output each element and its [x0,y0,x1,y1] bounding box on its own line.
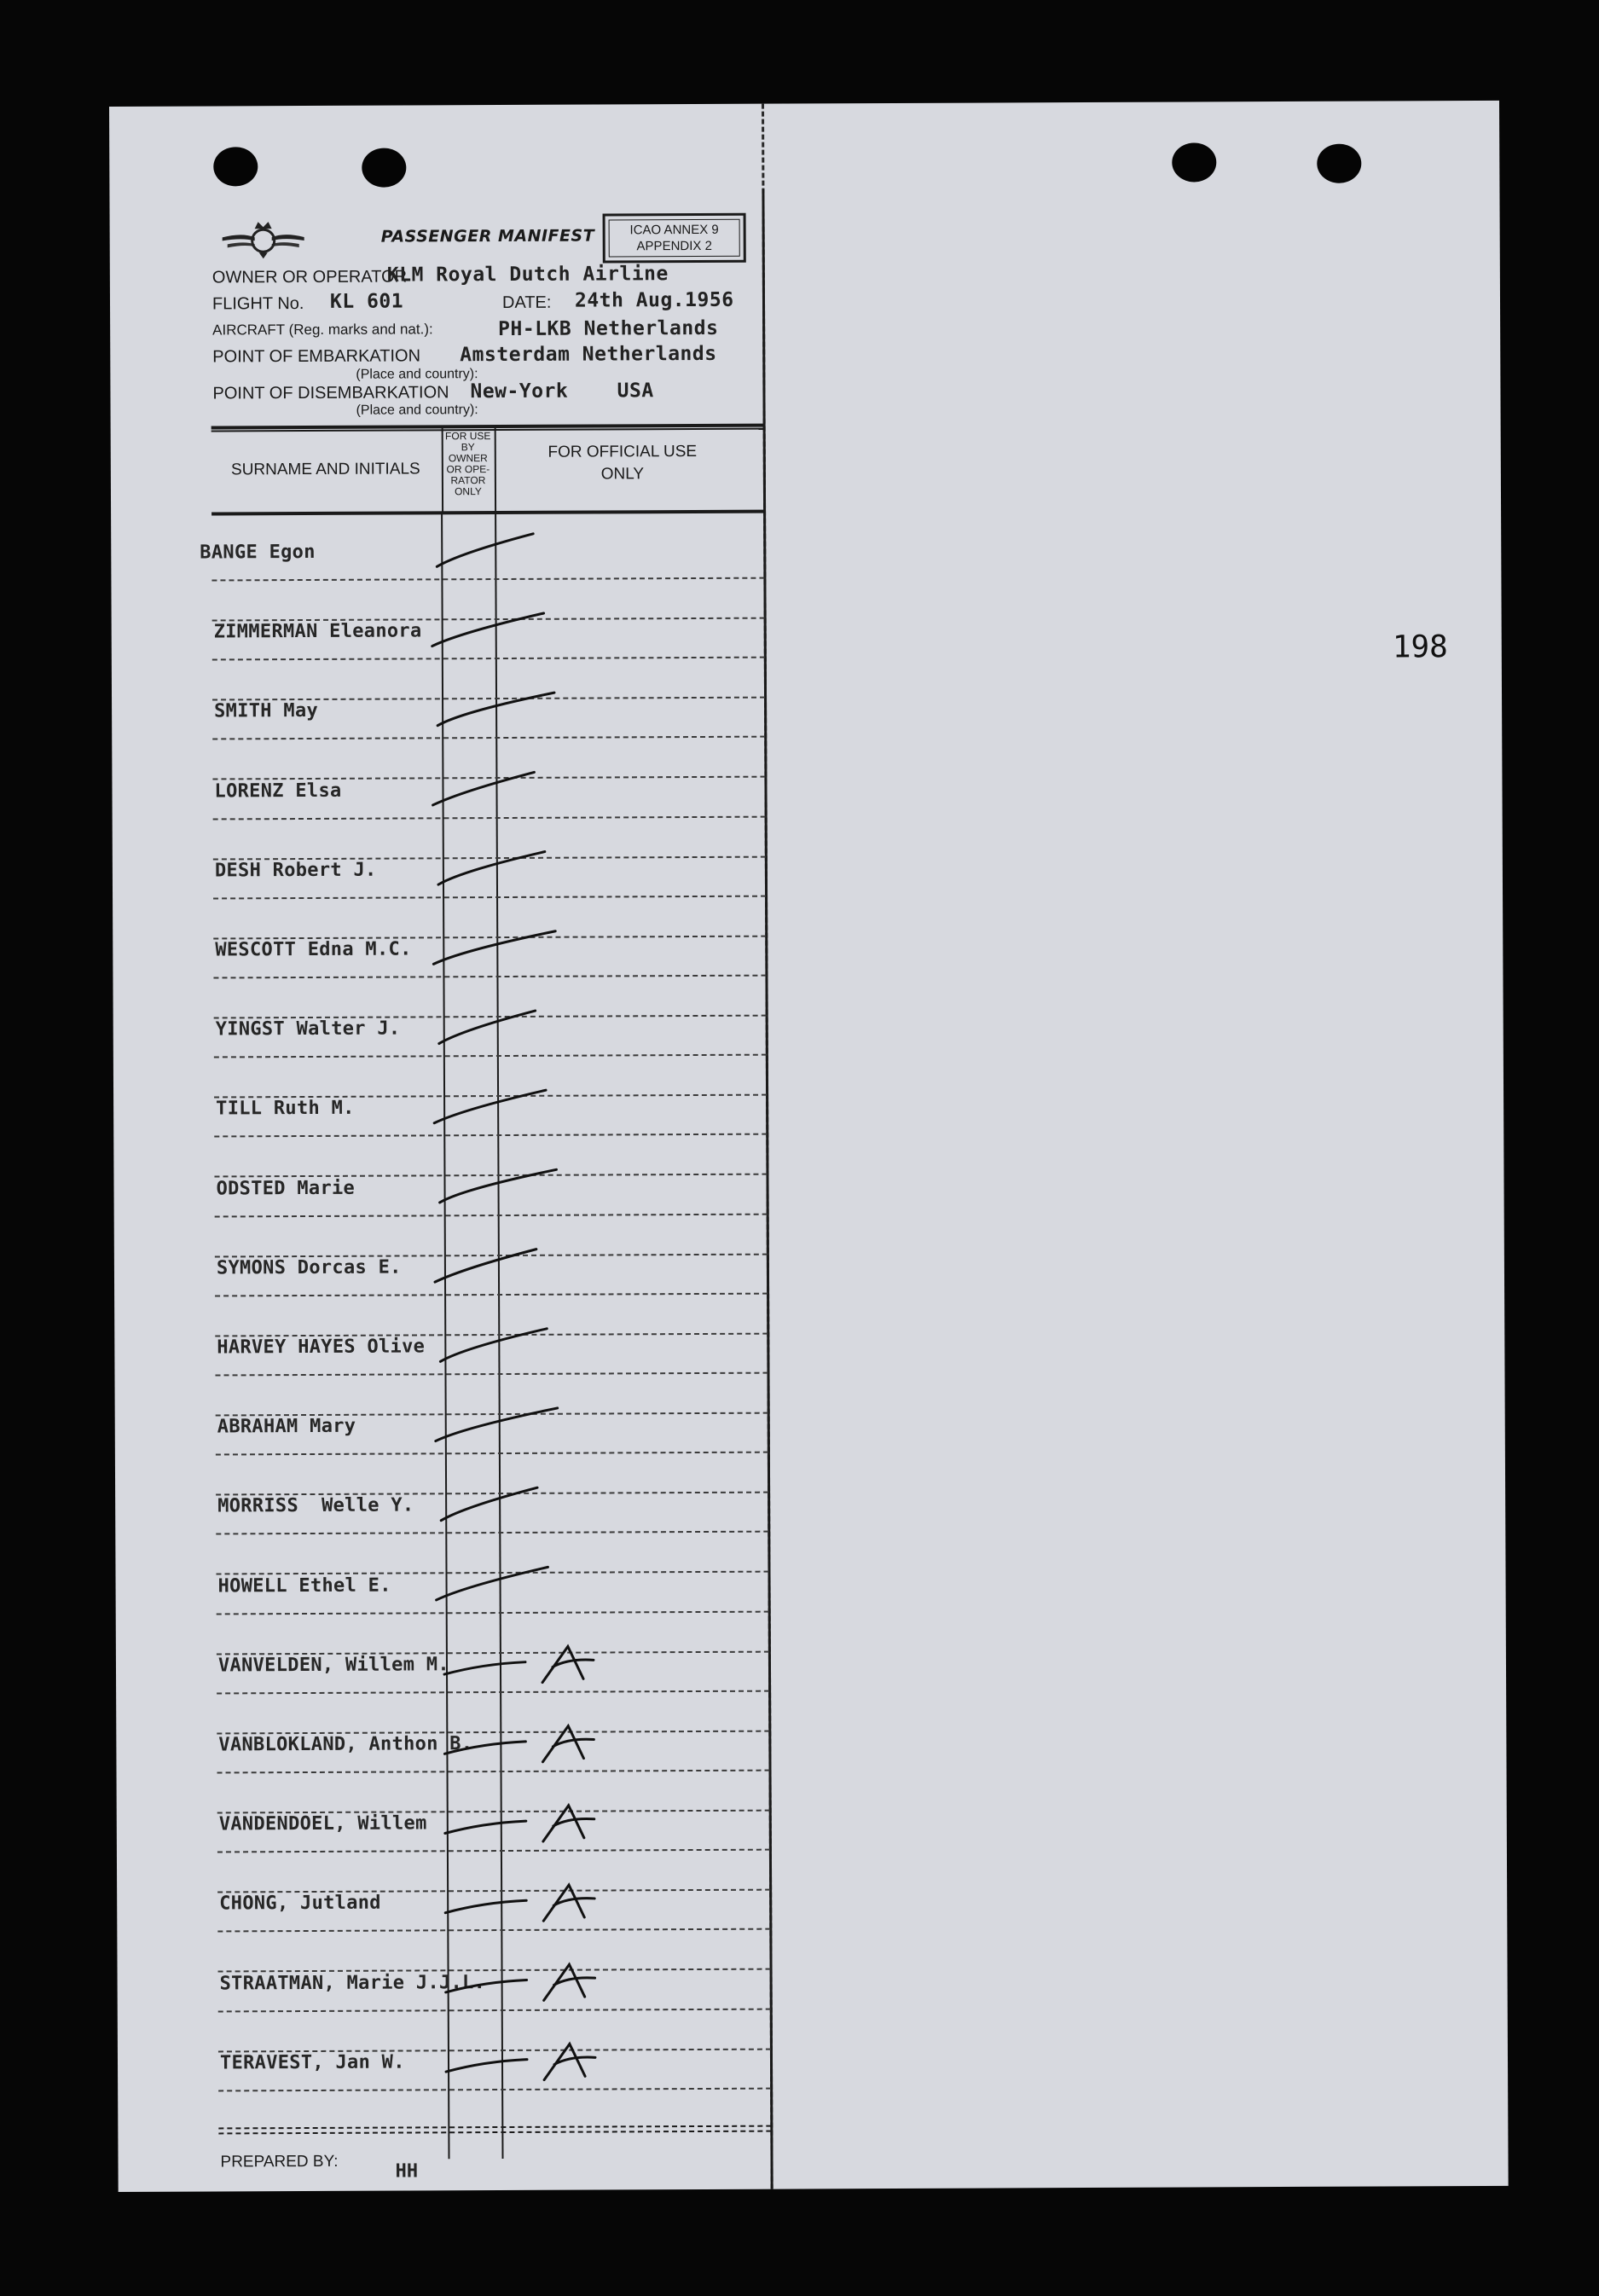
passenger-name: VANDENDOEL, Willem [218,1812,427,1835]
manifest-sheet [109,101,1509,2192]
a-mark [444,1726,594,1763]
check-mark [432,772,534,805]
passenger-name: VANVELDEN, Willem M. [217,1654,449,1677]
passenger-name: SYMONS Dorcas E. [216,1256,402,1279]
passenger-name: TILL Ruth M. [216,1098,355,1120]
passenger-name: SMITH May [214,700,319,722]
prepared-by-label: PREPARED BY: [220,2152,339,2171]
passenger-name: BANGE Egon [200,541,316,564]
check-mark [433,931,555,965]
page-number: 198 [1392,629,1448,665]
disembarkation-value: New-York USA [470,380,654,403]
date-value: 24th Aug.1956 [574,288,734,312]
passenger-name: STRAATMAN, Marie J.J.L. [219,1971,486,1995]
check-mark [435,1249,536,1283]
passenger-name: HOWELL Ethel E. [217,1574,391,1597]
check-mark [437,693,554,726]
passenger-name: TERAVEST, Jan W. [219,2051,405,2074]
check-mark [432,613,544,646]
icao-line1: ICAO ANNEX 9 [629,222,719,238]
check-mark [436,1408,558,1441]
check-mark [437,534,533,566]
passenger-name: WESCOTT Edna M.C. [215,938,412,961]
disembarkation-label: POINT OF DISEMBARKATION [212,383,449,403]
embarkation-place-note: (Place and country): [356,367,478,382]
passenger-name: HARVEY HAYES Olive [217,1336,426,1359]
a-mark [444,1646,594,1683]
a-mark [446,2044,595,2080]
passenger-name: VANBLOKLAND, Anthon B. [218,1733,473,1756]
handwritten-marks [109,101,1509,2192]
check-mark [441,1487,537,1520]
embarkation-value: Amsterdam Netherlands [460,342,717,367]
date-label: DATE: [501,293,552,312]
prepared-by-value: HH [395,2160,419,2183]
passenger-name: ODSTED Marie [216,1177,356,1200]
passenger-name: MORRISS Welle Y. [217,1494,414,1517]
aircraft-label: AIRCRAFT (Reg. marks and nat.): [212,321,433,339]
passenger-name: ABRAHAM Mary [217,1415,356,1438]
a-mark [445,1806,594,1842]
owner-label: OWNER OR OPERATOR [211,267,408,287]
disembarkation-place-note: (Place and country): [356,403,478,418]
embarkation-label: POINT OF EMBARKATION [212,346,421,367]
aircraft-value: PH-LKB Netherlands [498,316,719,341]
col-surname-header: SURNAME AND INITIALS [230,460,420,479]
passenger-name: CHONG, Jutland [219,1893,381,1915]
passenger-name: DESH Robert J. [214,859,377,882]
icao-line2: APPENDIX 2 [636,238,712,254]
a-mark [445,1885,594,1922]
passenger-name: YINGST Walter J. [215,1018,401,1041]
check-mark [440,1329,547,1362]
check-mark [439,1011,536,1043]
col-official-header: FOR OFFICIAL USE ONLY [547,442,698,484]
flight-label: FLIGHT No. [211,294,304,314]
flight-value: KL 601 [329,290,404,313]
check-mark [436,1567,547,1600]
check-mark [438,852,545,885]
manifest-title: PASSENGER MANIFEST [380,226,595,246]
check-mark [434,1090,546,1123]
passenger-name: ZIMMERMAN Eleanora [213,620,422,643]
check-mark [439,1169,556,1203]
owner-value: KLM Royal Dutch Airline [386,263,669,287]
a-mark [446,1964,595,2001]
col-owner-header: FOR USE BY OWNER OR OPE-RATOR ONLY [444,430,491,498]
passenger-name: LORENZ Elsa [214,780,342,803]
